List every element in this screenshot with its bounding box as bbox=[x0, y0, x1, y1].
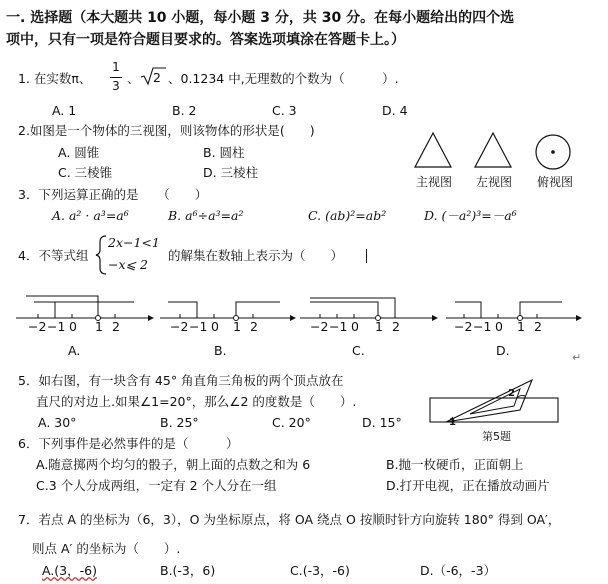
tick-label: −1 bbox=[47, 319, 66, 334]
tick-label: −2 bbox=[170, 319, 189, 334]
q1-fraction-bar bbox=[110, 77, 122, 78]
q6-option-c[interactable]: C.3 个人分成两组，一定有 2 个人分在一组 bbox=[36, 478, 277, 493]
tick-label: 2 bbox=[250, 319, 258, 334]
q1-option-b[interactable]: B. 2 bbox=[172, 103, 197, 118]
tick-label: 2 bbox=[112, 319, 120, 334]
tick-label: −1 bbox=[329, 319, 348, 334]
q6-option-a[interactable]: A.随意掷两个均匀的骰子，朝上面的点数之和为 6 bbox=[36, 457, 311, 472]
q4-option-b[interactable]: B. bbox=[214, 343, 227, 358]
text-cursor bbox=[366, 249, 367, 263]
q1-prefix: 1. 在实数π、 bbox=[18, 71, 92, 86]
tick-label: −2 bbox=[454, 319, 473, 334]
tick-label: 1 bbox=[517, 319, 525, 334]
q7-line1: 7．若点 A 的坐标为（6，3），O 为坐标原点，将 OA 绕点 O 按顺时针方向旋转 180° 得到 OA′， bbox=[18, 512, 561, 527]
tick-label: 1 bbox=[233, 319, 241, 334]
q1-suffix: 、0.1234 中,无理数的个数为（ ）. bbox=[168, 71, 399, 86]
brace-icon bbox=[94, 234, 108, 276]
q2-option-c[interactable]: C. 三棱锥 bbox=[58, 165, 113, 180]
q6-stem: 6．下列事件是必然事件的是（ ） bbox=[18, 436, 239, 451]
tick-label: 0 bbox=[211, 319, 219, 334]
q5-option-d[interactable]: D. 15° bbox=[362, 415, 402, 430]
side-view-label: 左视图 bbox=[476, 175, 513, 189]
q4-option-d[interactable]: D. bbox=[496, 343, 510, 358]
q2-stem: 2.如图是一个物体的三视图，则该物体的形状是( ) bbox=[18, 123, 315, 138]
q2-option-d[interactable]: D. 三棱柱 bbox=[203, 165, 259, 180]
tick-label: −2 bbox=[310, 319, 329, 334]
q1-fraction-denominator: 3 bbox=[112, 79, 120, 93]
q6-option-b[interactable]: B.抛一枚硬币，正面朝上 bbox=[386, 457, 524, 472]
front-view-triangle-icon bbox=[415, 133, 451, 167]
q3-option-a[interactable]: A. a² · a³=a⁶ bbox=[52, 208, 129, 223]
paragraph-mark: ↵ bbox=[572, 351, 582, 364]
tick-label: −1 bbox=[189, 319, 208, 334]
side-view-triangle-icon bbox=[475, 133, 511, 167]
q4-prefix: 4．不等式组 bbox=[18, 248, 89, 263]
q3-option-d[interactable]: D. (－a²)³=－a⁶ bbox=[424, 208, 517, 223]
tick-label: 0 bbox=[351, 319, 359, 334]
q4-option-c[interactable]: C. bbox=[352, 343, 365, 358]
number-line-c bbox=[300, 298, 438, 321]
tick-label: 2 bbox=[392, 319, 400, 334]
q5-line2: 直尺的对边上.如果∠1=20°，那么∠2 的度数是（ ）. bbox=[36, 394, 357, 409]
q3-option-c[interactable]: C. (ab)²=ab² bbox=[308, 208, 387, 223]
angle-2-label: 2 bbox=[508, 388, 515, 399]
q7-option-d[interactable]: D.（-6，-3） bbox=[420, 563, 497, 578]
q3-stem: 3．下列运算正确的是 （ ） bbox=[18, 187, 208, 202]
q1-fraction-numerator: 1 bbox=[112, 60, 120, 74]
front-view-label: 主视图 bbox=[416, 175, 453, 189]
q5-option-c[interactable]: C. 20° bbox=[272, 415, 311, 430]
tick-label: −2 bbox=[28, 319, 47, 334]
q1-separator: 、 bbox=[127, 71, 140, 86]
q1-sqrt-arg: 2 bbox=[153, 70, 161, 85]
q6-option-d[interactable]: D.打开电视，正在播放动画片 bbox=[386, 478, 550, 493]
q4-option-a[interactable]: A. bbox=[68, 343, 81, 358]
tick-label: −1 bbox=[473, 319, 492, 334]
q2-option-b[interactable]: B. 圆柱 bbox=[203, 145, 245, 160]
tick-label: 0 bbox=[69, 319, 77, 334]
tick-label: 1 bbox=[375, 319, 383, 334]
q1-option-d[interactable]: D. 4 bbox=[382, 103, 408, 118]
tick-label: 0 bbox=[495, 319, 503, 334]
q5-figure-label: 第5题 bbox=[482, 430, 511, 443]
q2-option-a[interactable]: A. 圆锥 bbox=[58, 145, 100, 160]
section-heading-line1: 一. 选择题（本大题共 10 小题，每小题 3 分，共 30 分。在每小题给出的四个选 bbox=[6, 10, 515, 26]
q4-inequality-2: −x⩽ 2 bbox=[108, 257, 148, 272]
q5-option-b[interactable]: B. 25° bbox=[160, 415, 199, 430]
triangle-outer bbox=[446, 380, 532, 422]
tick-label: 1 bbox=[95, 319, 103, 334]
top-view-label: 俯视图 bbox=[537, 175, 574, 189]
q7-option-b[interactable]: B.(-3，6) bbox=[160, 563, 216, 578]
q7-option-c[interactable]: C.(-3，-6) bbox=[290, 563, 350, 578]
q5-line1: 5．如右图，有一块含有 45° 角直角三角板的两个顶点放在 bbox=[18, 373, 344, 388]
q4-inequality-1: 2x−1<1 bbox=[108, 235, 160, 250]
q3-option-b[interactable]: B. a⁶÷a³=a² bbox=[168, 208, 244, 223]
top-view-center-dot-icon bbox=[551, 150, 555, 154]
q7-option-a[interactable]: A.(3，-6) bbox=[42, 563, 97, 578]
q1-option-a[interactable]: A. 1 bbox=[52, 103, 77, 118]
angle-1-label: 1 bbox=[449, 417, 456, 428]
tick-label: 2 bbox=[534, 319, 542, 334]
section-heading-line2: 项中，只有一项是符合题目要求的。答案选项填涂在答题卡上。） bbox=[6, 32, 405, 48]
q4-suffix: 的解集在数轴上表示为（ ） bbox=[168, 248, 344, 263]
three-views-figure bbox=[410, 130, 600, 175]
q7-line2: 则点 A′ 的坐标为（ ）. bbox=[32, 541, 181, 556]
q1-option-c[interactable]: C. 3 bbox=[272, 103, 297, 118]
number-line-a bbox=[16, 296, 154, 321]
q5-option-a[interactable]: A. 30° bbox=[38, 415, 77, 430]
